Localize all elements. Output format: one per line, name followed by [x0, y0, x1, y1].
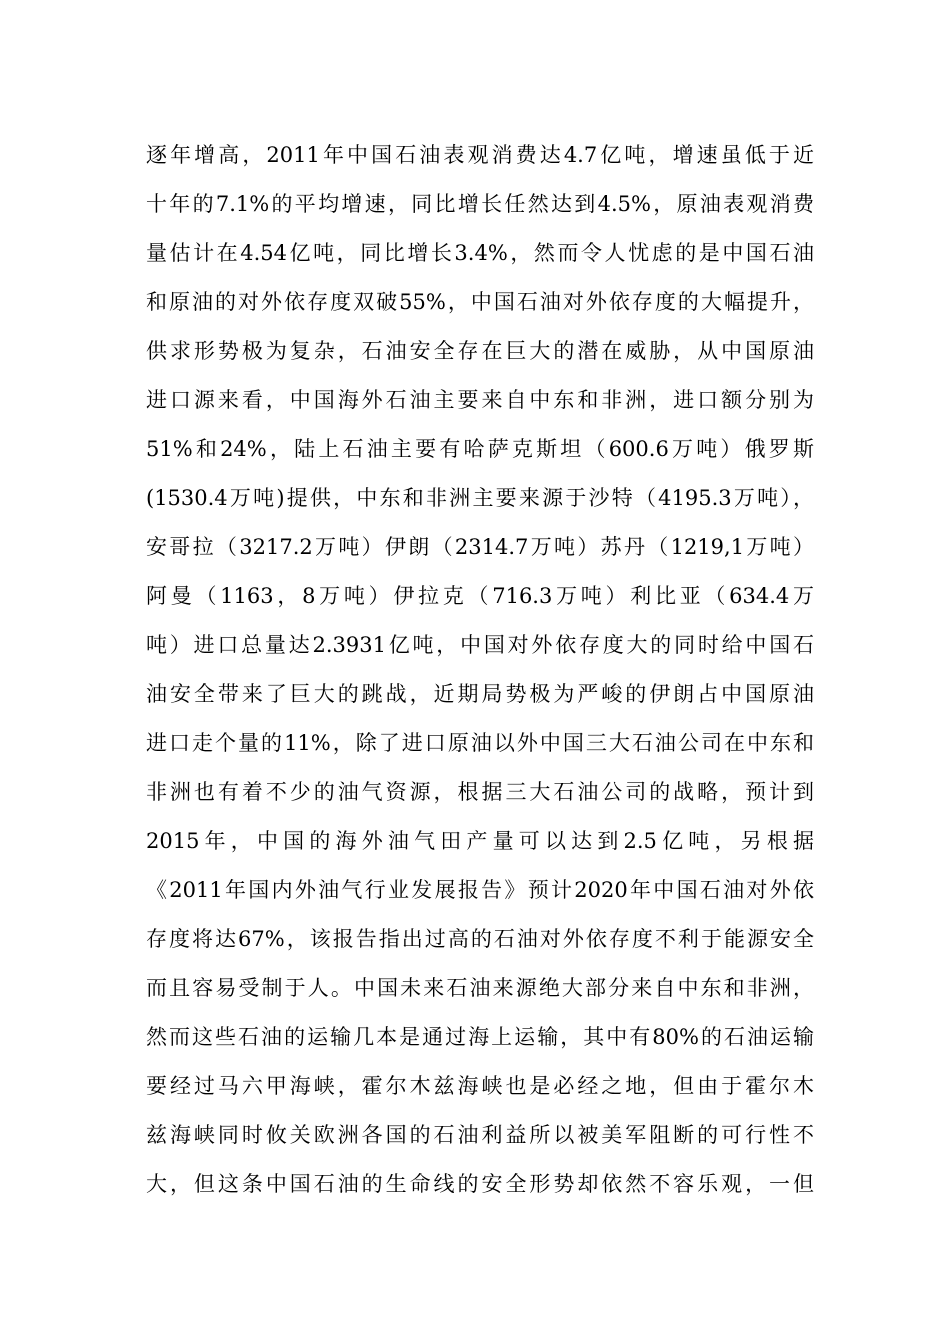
text-line-7: 51%和24%，陆上石油主要有哈萨克斯坦（600.6万吨）俄罗斯 [146, 437, 814, 461]
text-line-11: 吨）进口总量达2.3931亿吨，中国对外依存度大的同时给中国石 [146, 633, 814, 657]
text-line-1: 逐年增高，2011年中国石油表观消费达4.7亿吨，增速虽低于近 [146, 143, 814, 167]
text-line-4: 和原油的对外依存度双破55%，中国石油对外依存度的大幅提升， [146, 290, 814, 314]
body-text [146, 131, 814, 1209]
text-line-21: 兹海峡同时攸关欧洲各国的石油利益所以被美军阻断的可行性不 [146, 1123, 814, 1147]
text-line-6: 进口源来看，中国海外石油主要来自中东和非洲，进口额分别为 [146, 388, 814, 412]
text-line-10: 阿曼（1163，8万吨）伊拉克（716.3万吨）利比亚（634.4万 [146, 584, 814, 608]
text-line-14: 非洲也有着不少的油气资源，根据三大石油公司的战略，预计到 [146, 780, 814, 804]
text-line-2: 十年的7.1%的平均增速，同比增长任然达到4.5%，原油表观消费 [146, 192, 814, 216]
text-line-9: 安哥拉（3217.2万吨）伊朗（2314.7万吨）苏丹（1219,1万吨） [146, 535, 814, 559]
text-line-15: 2015年，中国的海外油气田产量可以达到2.5亿吨，另根据 [146, 829, 814, 853]
text-line-16: 《2011年国内外油气行业发展报告》预计2020年中国石油对外依 [146, 878, 814, 902]
text-line-20: 要经过马六甲海峡，霍尔木兹海峡也是必经之地，但由于霍尔木 [146, 1074, 814, 1098]
text-line-18: 而且容易受制于人。中国未来石油来源绝大部分来自中东和非洲， [146, 976, 814, 1000]
text-line-13: 进口走个量的11%，除了进口原油以外中国三大石油公司在中东和 [146, 731, 814, 755]
text-line-17: 存度将达67%，该报告指出过高的石油对外依存度不利于能源安全 [146, 927, 814, 951]
text-line-5: 供求形势极为复杂，石油安全存在巨大的潜在威胁，从中国原油 [146, 339, 814, 363]
text-line-3: 量估计在4.54亿吨，同比增长3.4%，然而令人忧虑的是中国石油 [146, 241, 814, 265]
text-line-22: 大，但这条中国石油的生命线的安全形势却依然不容乐观，一但 [146, 1172, 814, 1196]
text-line-19: 然而这些石油的运输几本是通过海上运输，其中有80%的石油运输 [146, 1025, 814, 1049]
text-line-12: 油安全带来了巨大的跳战，近期局势极为严峻的伊朗占中国原油 [146, 682, 814, 706]
text-line-8: (1530.4万吨)提供，中东和非洲主要来源于沙特（4195.3万吨）， [146, 486, 814, 510]
